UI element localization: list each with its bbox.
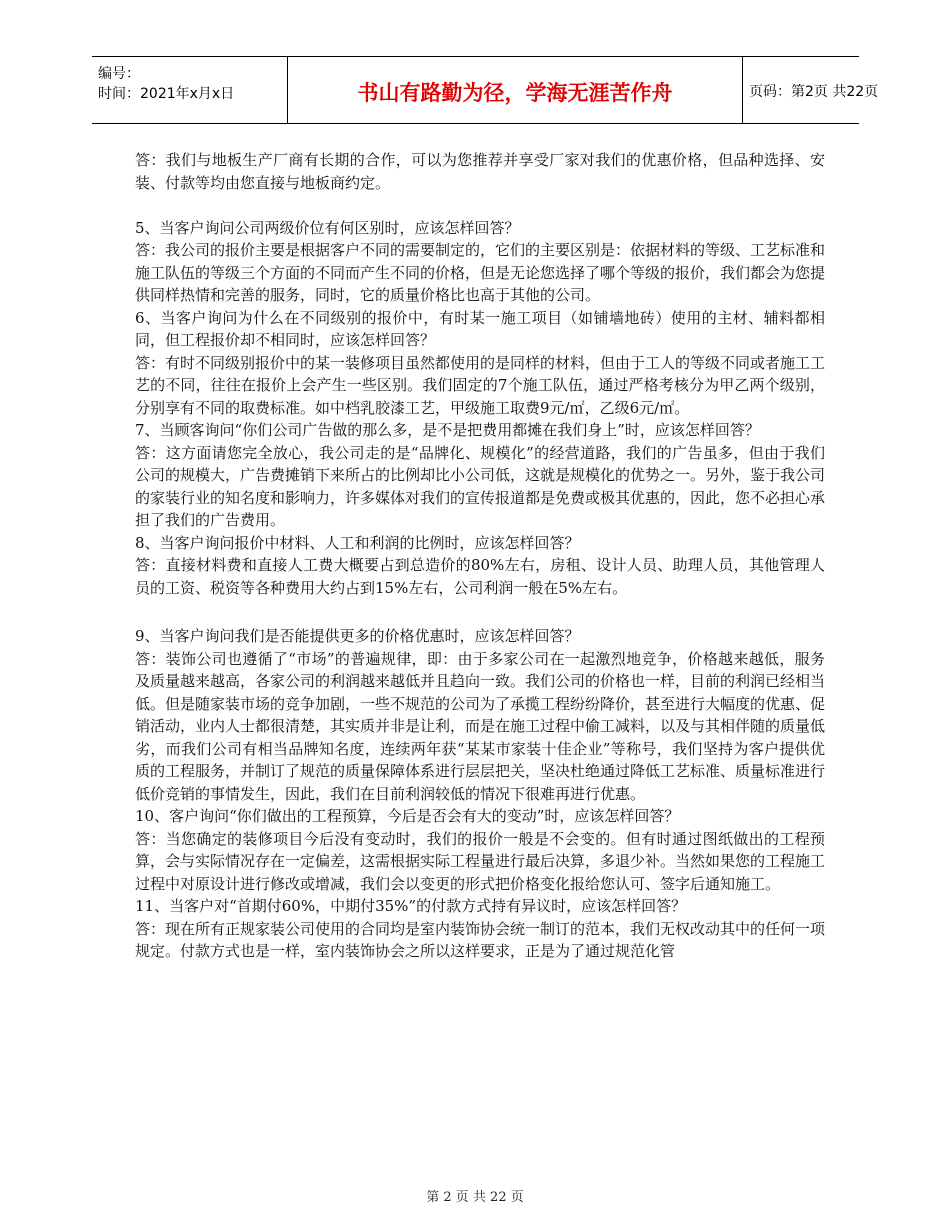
answer-paragraph: 答：我公司的报价主要是根据客户不同的需要制定的，它们的主要区别是：依据材料的等级、工艺标准和施工队伍的等级三个方面的不同而产生不同的价格，但是无论您选择了哪个等级的报价，我们都会为您提供同样热情和完善的服务，同时，它的质量价格比也高于其他的公司。 — [135, 241, 826, 304]
question-heading: 9、当客户询问我们是否能提供更多的价格优惠时，应该怎样回答？ — [135, 627, 580, 645]
question-heading: 5、当客户询问公司两级价位有何区别时，应该怎样回答？ — [135, 218, 520, 237]
header-page-cell — [741, 57, 879, 123]
question-heading: 8、当客户询问报价中材料、人工和利润的比例时，应该怎样回答？ — [135, 533, 580, 552]
header-motto-cell — [287, 57, 743, 123]
question-heading: 7、当顾客询问“你们公司广告做的那么多，是不是把费用都摊在我们身上”时，应该怎样回答？ — [135, 421, 760, 439]
page-footer: 第 2 页 共 22 页 — [426, 1190, 524, 1205]
page-header — [92, 56, 879, 124]
question-heading: 6、当客户询问为什么在不同级别的报价中，有时某一施工项目（如铺墙地砖）使用的主材、辅料都相同，但工程报价却不相同时，应该怎样回答？ — [135, 308, 825, 349]
answer-paragraph: 答：当您确定的装修项目今后没有变动时，我们的报价一般是不会变的。但有时通过图纸做出的工程预算，会与实际情况存在一定偏差，这需根据实际工程量进行最后决算，多退少补。当然如果您的工程施工过程中对原设计进行修改或增减，我们会以变更的形式把价格变化报给您认可、签字后通知施工。 — [135, 829, 826, 893]
answer-paragraph: 答：有时不同级别报价中的某一装修项目虽然都使用的是同样的材料，但由于工人的等级不同或者施工工艺的不同，往往在报价上会产生一些区别。我们固定的7个施工队伍，通过严格考核分为甲乙两个级别，分别享有不同的取费标准。如中档乳胶漆工艺，甲级施工取费9元/㎡，乙级6元/㎡。 — [135, 353, 826, 417]
header-meta-cell — [92, 57, 287, 123]
document-number-label: 编号： — [98, 66, 140, 82]
answer-paragraph: 答：直接材料费和直接人工费大概要占到总造价的80%左右，房租、设计人员、助理人员，其他管理人员的工资、税资等各种费用大约占到15%左右，公司利润一般在5%左右。 — [135, 556, 825, 597]
answer-paragraph: 答：这方面请您完全放心，我公司走的是“品牌化、规模化”的经营道路，我们的广告虽多，但由于我们公司的规模大，广告费摊销下来所占的比例却比小公司低，这就是规模化的优势之一。另外，鉴于我公司的家装行业的知名度和影响力，许多媒体对我们的宣传报道都是免费或极其优惠的，因此，您不必担心承担了我们的广告费用。 — [135, 443, 826, 529]
document-date-label: 时间：2021年x月x日 — [98, 86, 235, 102]
answer-paragraph: 答：我们与地板生产厂商有长期的合作，可以为您推荐并享受厂家对我们的优惠价格，但品种选择、安装、付款等均由您直接与地板商约定。 — [135, 151, 825, 192]
header-motto: 书山有路勤为径，学海无涯苦作舟 — [357, 81, 673, 105]
answer-paragraph: 答：装饰公司也遵循了“市场”的普遍规律，即：由于多家公司在一起激烈地竞争，价格越来越低，服务及质量越来越高，各家公司的利润越来越低并且趋向一致。我们公司的价格也一样，目前的利润已经相当低。但是随家装市场的竞争加剧，一些不规范的公司为了承揽工程纷纷降价，甚至进行大幅度的优惠、促销活动，业内人士都很清楚，其实质并非是让利，而是在施工过程中偷工减料，以及与其相伴随的质量低劣，而我们公司有相当品牌知名度，连续两年获“某某市家装十佳企业”等称号，我们坚持为客户提供优质的工程服务，并制订了规范的质量保障体系进行层层把关，坚决杜绝通过降低工艺标准、质量标准进行低价竞销的事情发生，因此，我们在目前利润较低的情况下很难再进行优惠。 — [135, 649, 826, 803]
question-heading: 11、当客户对“首期付60%，中期付35%”的付款方式持有异议时，应该怎样回答？ — [135, 897, 687, 915]
question-heading: 10、客户询问“你们做出的工程预算，今后是否会有大的变动”时，应该怎样回答？ — [135, 807, 680, 825]
header-page-info: 页码：第2页 共22页 — [749, 84, 879, 100]
answer-paragraph: 答：现在所有正规家装公司使用的合同均是室内装饰协会统一制订的范本，我们无权改动其中的任何一项规定。付款方式也是一样，室内装饰协会之所以这样要求，正是为了通过规范化管 — [135, 919, 826, 960]
document-body — [135, 149, 825, 963]
